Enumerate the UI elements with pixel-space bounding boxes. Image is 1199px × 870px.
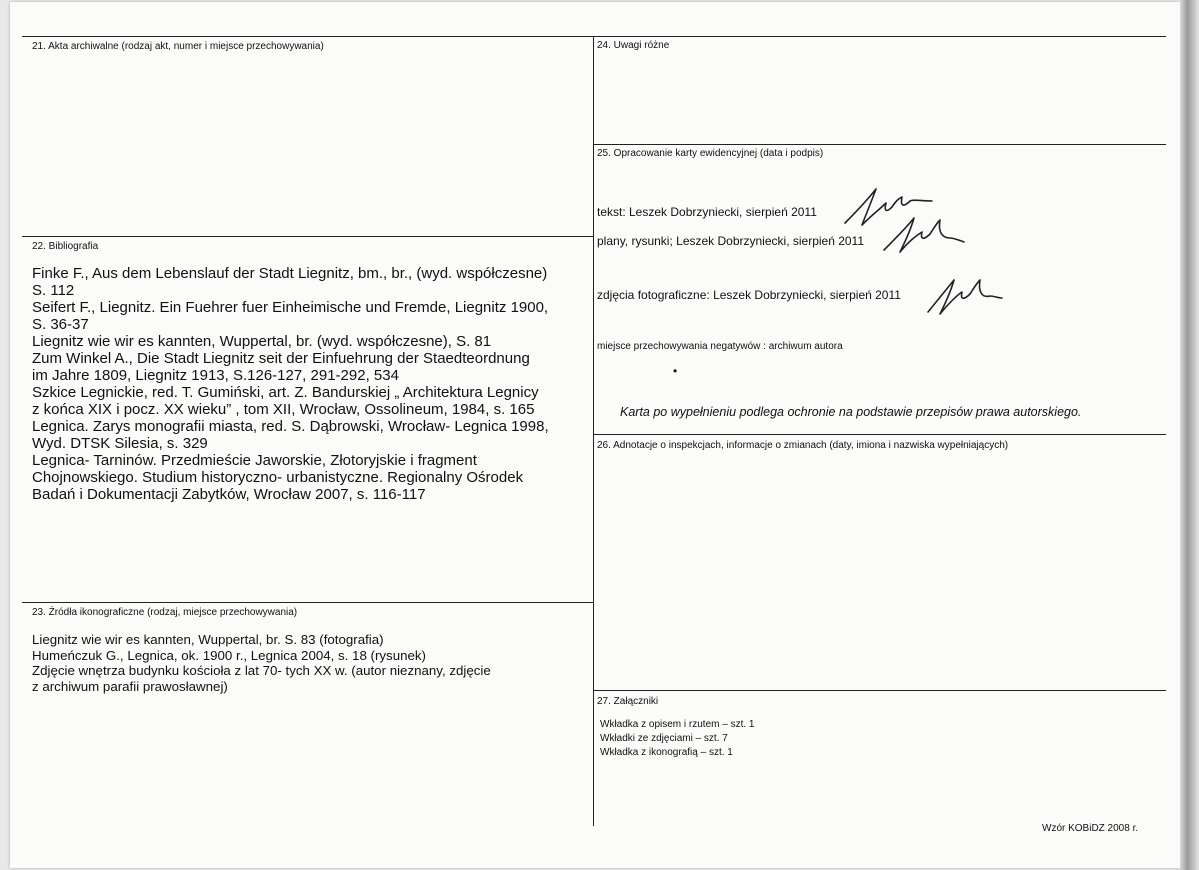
form-template-label: Wzór KOBiDZ 2008 r. [1042,823,1139,834]
author-plans-line: plany, rysunki; Leszek Dobrzyniecki, sierpień 2011 [597,234,865,248]
attachment-item: Wkładki ze zdjęciami – szt. 7 [600,733,728,744]
attachment-item: Wkładka z ikonografią – szt. 1 [600,747,733,758]
section-25-title: 25. Opracowanie karty ewidencyjnej (data i podpis) [597,148,824,159]
negatives-location: miejsce przechowywania negatywów : archiwum autora [597,341,843,352]
rule-23 [22,602,593,603]
section-23-title: 23. Źródła ikonograficzne (rodzaj, miejsce przechowywania) [32,607,298,618]
section-26-title: 26. Adnotacje o inspekcjach, informacje o zmianach (daty, imiona i nazwiska wypełniających) [597,440,1009,451]
paper-edge [1180,0,1199,870]
section-27-title: 27. Załączniki [597,696,659,707]
section-24-title: 24. Uwagi różne [597,40,670,51]
ink-dot: • [673,364,678,378]
iconography-text: Liegnitz wie wir es kannten, Wuppertal, br. S. 83 (fotografia) Humeńczuk G., Legnica, ok. 1900 r., Legnica 2004, s. 18 (rysunek) Zdjęcie wnętrza budynku kościoła z lat 70- tych XX w. (autor nieznany, zdjęcie z archiwum parafii prawosławnej) [32,632,491,694]
section-22-title: 22. Bibliografia [32,241,99,252]
signature-plans [880,212,970,257]
rule-26 [593,434,1166,435]
copyright-notice: Karta po wypełnieniu podlega ochronie na podstawie przepisów prawa autorskiego. [620,405,1082,419]
author-text-line: tekst: Leszek Dobrzyniecki, sierpień 2011 [597,205,817,219]
author-photos-line: zdjęcia fotograficzne: Leszek Dobrzyniecki, sierpień 2011 [597,288,901,302]
attachment-item: Wkładka z opisem i rzutem – szt. 1 [600,719,755,730]
section-21-title: 21. Akta archiwalne (rodzaj akt, numer i miejsce przechowywania) [32,41,324,52]
signature-photos [922,272,1007,317]
center-divider [593,36,594,826]
top-rule [22,36,1166,37]
rule-25 [593,144,1166,145]
rule-22 [22,236,593,237]
bibliography-text: Finke F., Aus dem Lebenslauf der Stadt Liegnitz, bm., br., (wyd. współczesne) S. 112 Seifert F., Liegnitz. Ein Fuehrer fuer Einheimische und Fremde, Liegnitz 1900, S. 36-37 Liegnitz wie wir es kannten, Wuppertal, br. (wyd. współczesne), S. 81 Zum Winkel A., Die Stadt Liegnitz seit der Einfuehrung der Staedteordnung im Jahre 1809, Liegnitz 1913, S.126-127, 291-292, 534 Szkice Legnickie, red. T. Gumiński, art. Z. Bandurskiej „ Architektura Legnicy z końca XIX i pocz. XX wieku” , tom XII, Wrocław, Ossolineum, 1984, s. 165 Legnica. Zarys monografii miasta, red. S. Dąbrowski, Wrocław- Legnica 1998, Wyd. DTSK Silesia, s. 329 Legnica- Tarninów. Przedmieście Jaworskie, Złotoryjskie i fragment Chojnowskiego. Studium historyczno- urbanistyczne. Regionalny Ośrodek Badań i Dokumentacji Zabytków, Wrocław 2007, s. 116-117 [32,265,549,503]
rule-27 [593,690,1166,691]
